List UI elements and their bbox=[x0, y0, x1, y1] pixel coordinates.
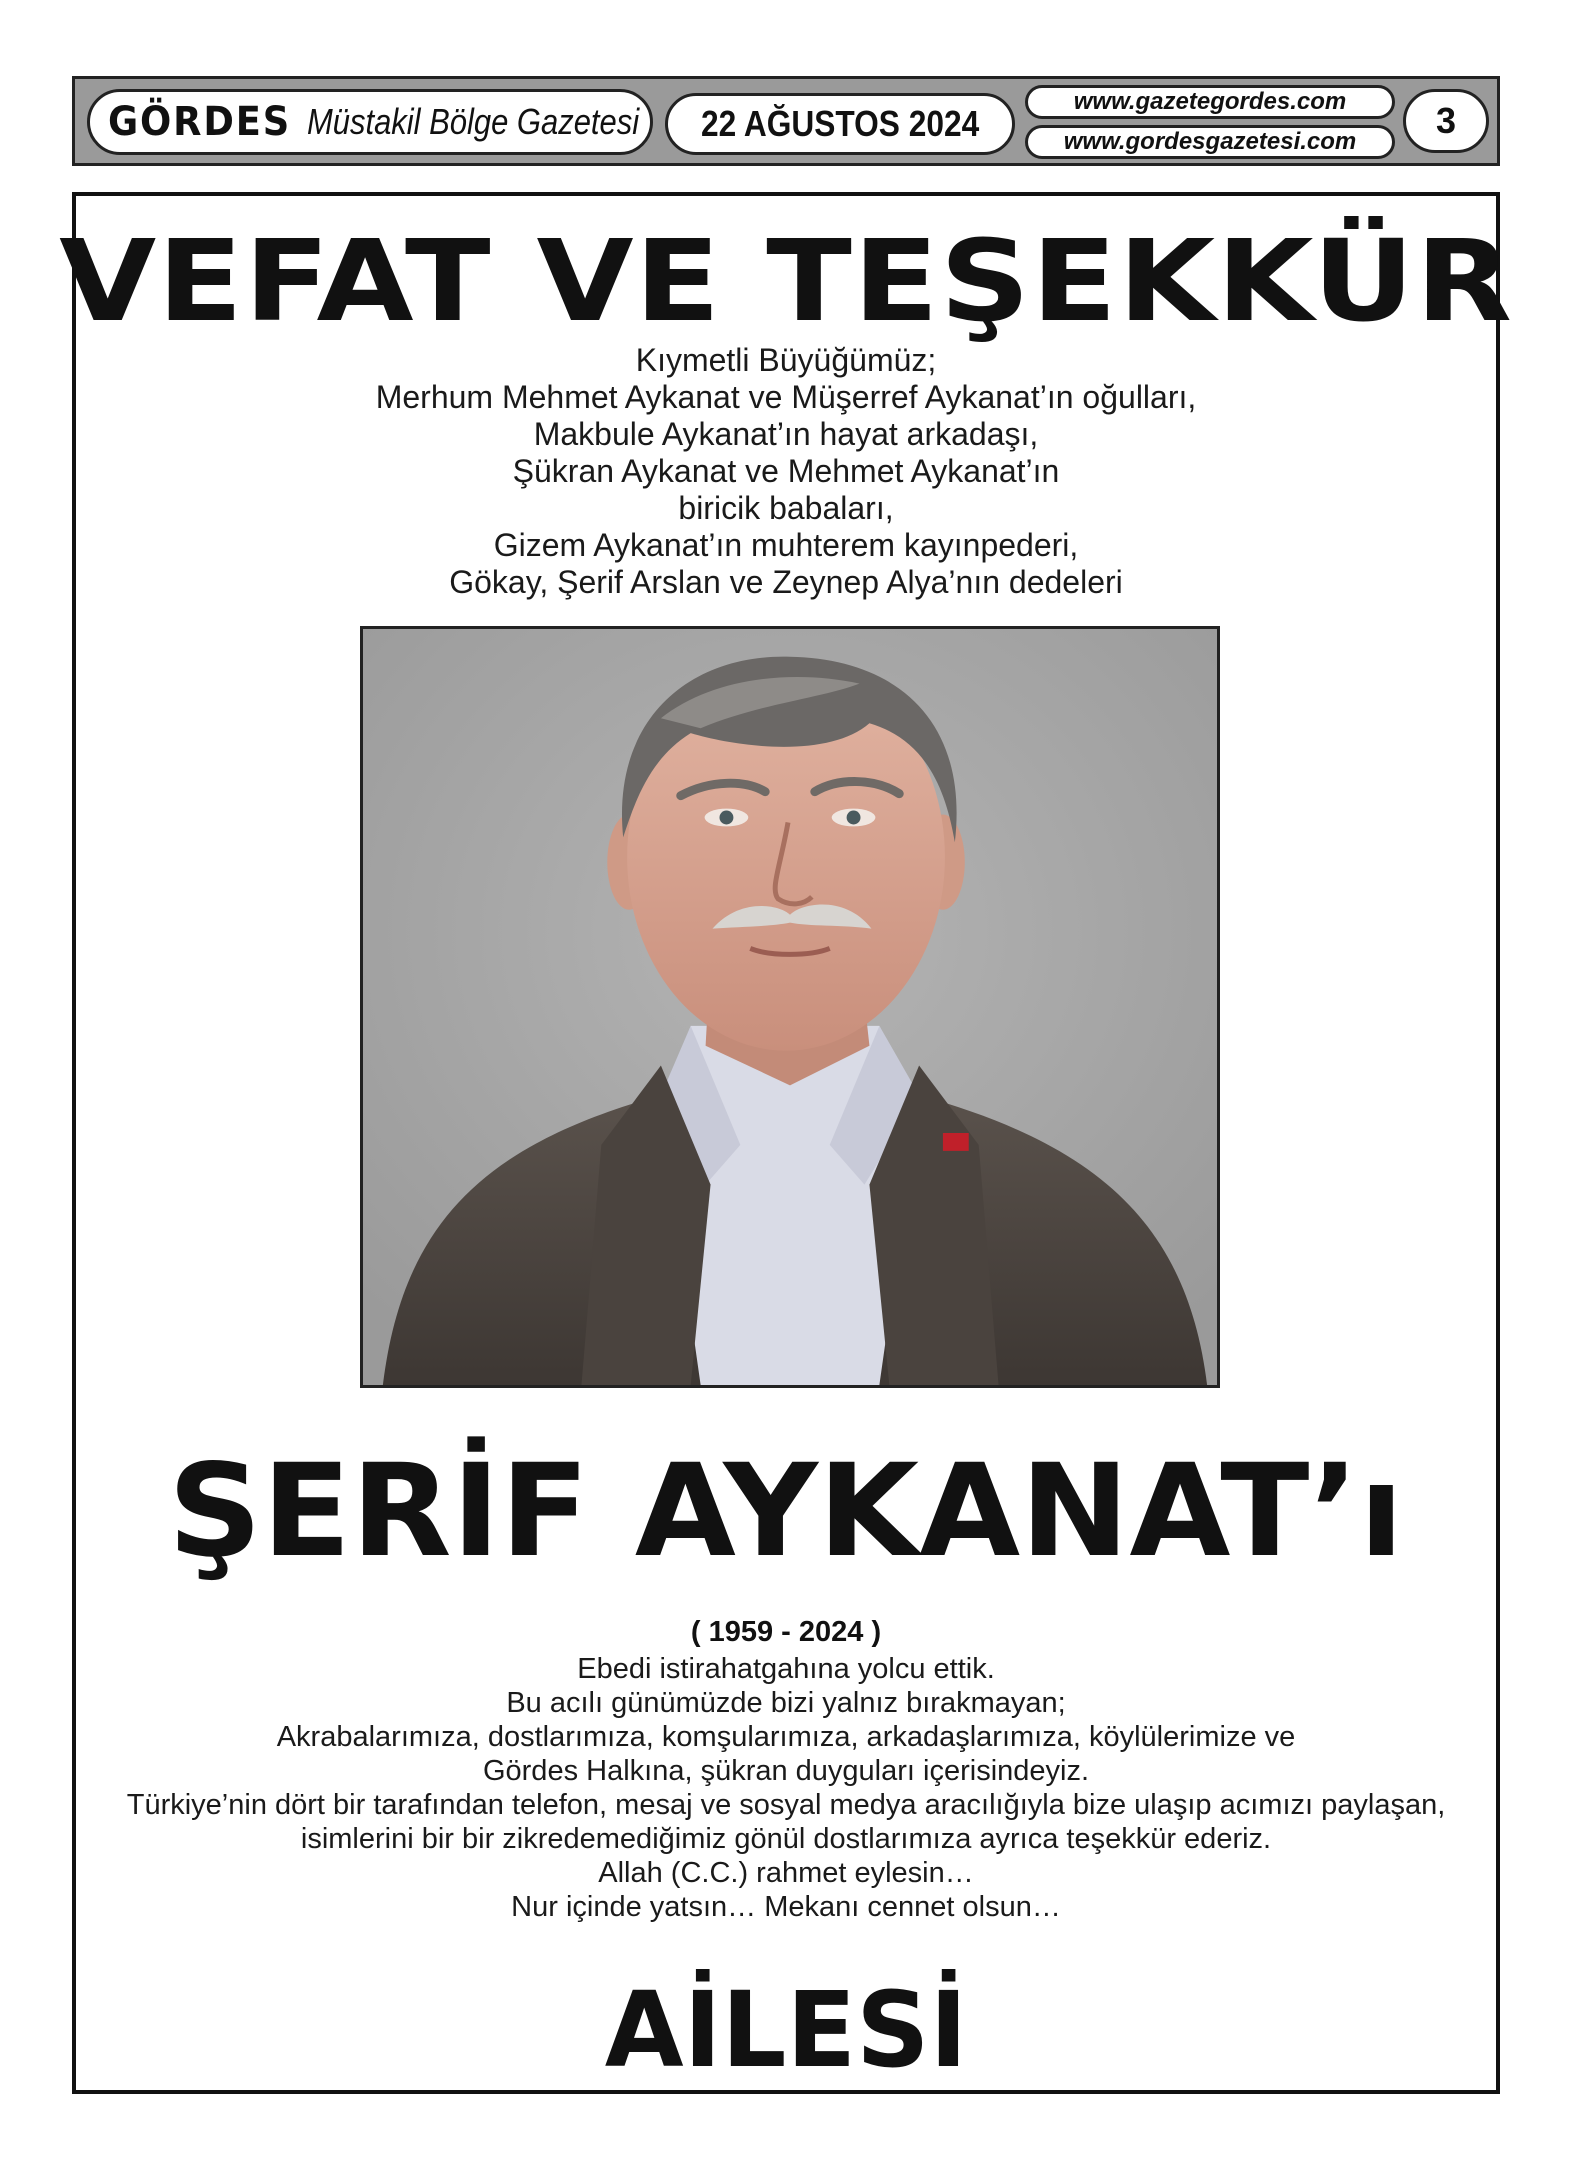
intro-line: biricik babaları, bbox=[678, 490, 894, 526]
portrait-illustration bbox=[363, 629, 1217, 1385]
thanks-line: Nur içinde yatsın… Mekanı cennet olsun… bbox=[511, 1891, 1061, 1923]
thanks-line: Gördes Halkına, şükran duyguları içerisindeyiz. bbox=[482, 1755, 1090, 1787]
newspaper-masthead bbox=[72, 76, 1500, 166]
intro-line: Kıymetli Büyüğümüz; bbox=[635, 342, 937, 378]
intro-line: Merhum Mehmet Aykanat ve Müşerref Aykanat’ın oğulları, bbox=[375, 379, 1197, 415]
website-link-primary[interactable]: www.gazetegordes.com bbox=[1025, 85, 1395, 119]
notice-headline bbox=[58, 217, 1514, 347]
brand-pill bbox=[87, 89, 653, 155]
family-signature bbox=[76, 1969, 1496, 2091]
thanks-line: Akrabalarımıza, dostlarımıza, komşularımıza, arkadaşlarımıza, köylülerimize ve bbox=[276, 1721, 1296, 1753]
page-number: 3 bbox=[1403, 89, 1489, 153]
thanks-text bbox=[76, 1652, 1496, 1924]
intro-line: Gökay, Şerif Arslan ve Zeynep Alya’nın dedeleri bbox=[449, 564, 1123, 600]
brand-name: GÖRDES bbox=[108, 99, 292, 145]
family-signature-text: AİLESİ bbox=[604, 1969, 968, 2091]
thanks-line: Türkiye’nin dört bir tarafından telefon, mesaj ve sosyal medya aracılığıyla bize ulaşıp acımızı paylaşan, bbox=[126, 1789, 1446, 1821]
issue-date bbox=[665, 93, 1015, 155]
thanks-line: Allah (C.C.) rahmet eylesin… bbox=[598, 1857, 974, 1889]
website-link-secondary[interactable]: www.gordesgazetesi.com bbox=[1025, 125, 1395, 159]
intro-line: Şükran Aykanat ve Mehmet Aykanat’ın bbox=[512, 453, 1060, 489]
thanks-line: isimlerini bir bir zikredemediğimiz gönül dostlarımıza ayrıca teşekkür ederiz. bbox=[300, 1823, 1272, 1855]
life-years: ( 1959 - 2024 ) bbox=[690, 1616, 882, 1648]
intro-line: Gizem Aykanat’ın muhterem kayınpederi, bbox=[493, 527, 1079, 563]
notice-headline-text: VEFAT VE TEŞEKKÜR bbox=[58, 217, 1514, 347]
deceased-name-text: ŞERİF AYKANAT’ı bbox=[168, 1437, 1404, 1586]
brand-subtitle: Müstakil Bölge Gazetesi bbox=[306, 101, 640, 142]
issue-date-text: 22 AĞUSTOS 2024 bbox=[700, 103, 980, 144]
obituary-notice-frame bbox=[58, 192, 1514, 2094]
thanks-line: Ebedi istirahatgahına yolcu ettik. bbox=[577, 1653, 995, 1685]
portrait-photo bbox=[360, 626, 1220, 1388]
intro-text bbox=[76, 342, 1496, 601]
intro-line: Makbule Aykanat’ın hayat arkadaşı, bbox=[533, 416, 1039, 452]
deceased-name bbox=[76, 1437, 1496, 1586]
thanks-line: Bu acılı günümüzde bizi yalnız bırakmayan; bbox=[506, 1687, 1066, 1719]
